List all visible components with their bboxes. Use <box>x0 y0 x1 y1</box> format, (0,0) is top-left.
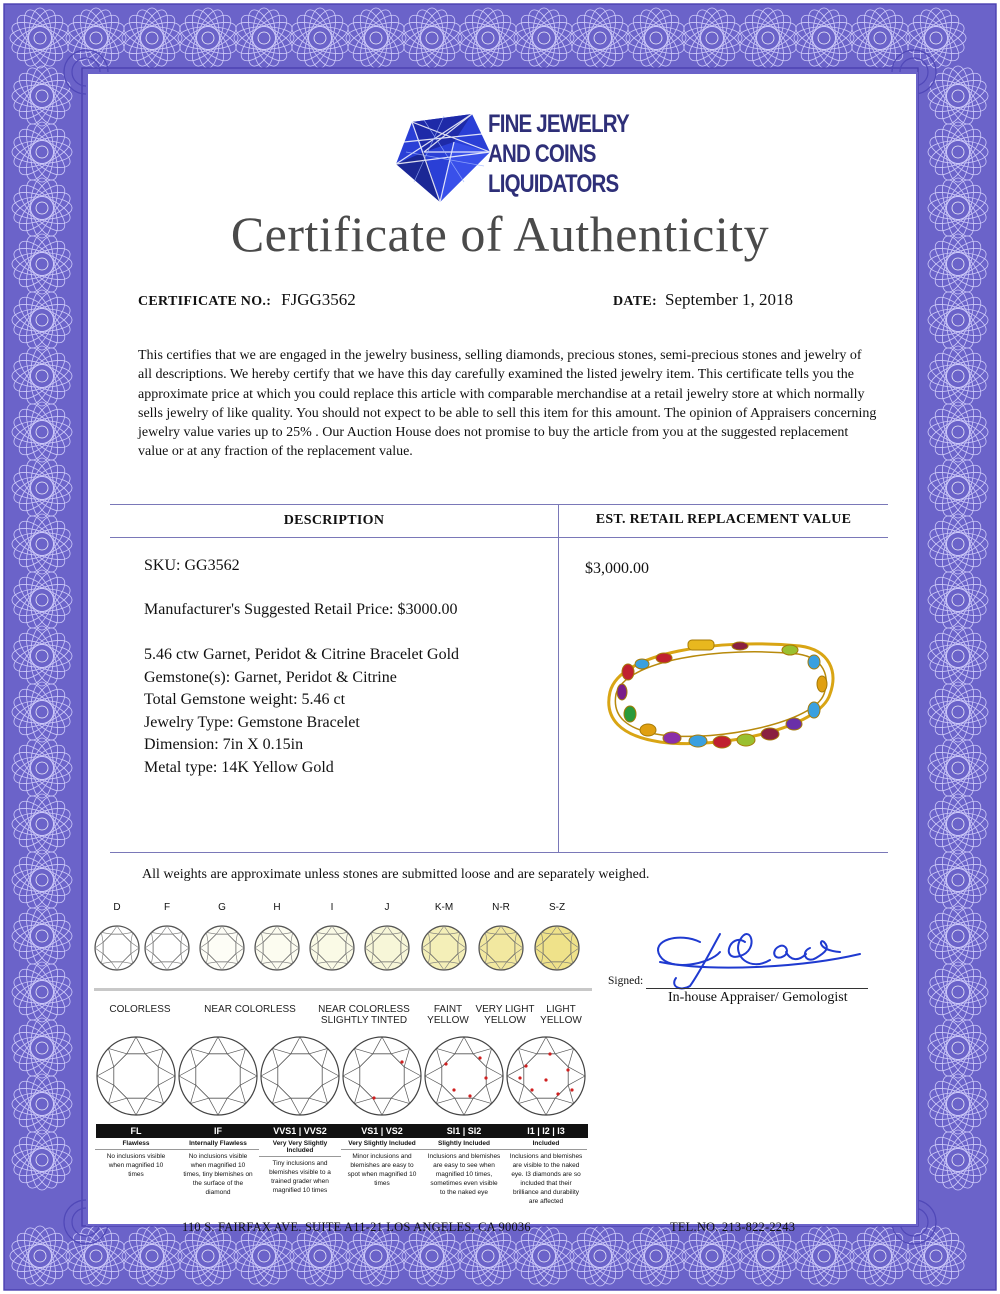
clarity-grade-diamond <box>97 1037 175 1115</box>
clarity-grade-name: Very Slightly Included <box>341 1138 423 1150</box>
clarity-grade-name: Included <box>505 1138 587 1150</box>
detail-line: Dimension: 7in X 0.15in <box>144 736 304 753</box>
detail-line: 5.46 ctw Garnet, Peridot & Citrine Bracelet Gold <box>144 646 460 663</box>
color-grade-diamond <box>95 926 139 970</box>
signed-label: Signed: <box>608 975 644 987</box>
detail-line: Metal type: 14K Yellow Gold <box>144 758 334 776</box>
clarity-grade-description: times, tiny blemishes on <box>183 1171 253 1178</box>
color-grade-diamonds <box>90 910 590 990</box>
clarity-grade-description: when magnified 10 <box>190 1162 246 1169</box>
clarity-grade-description: are affected <box>528 1198 564 1205</box>
clarity-grade-diamond <box>425 1037 503 1115</box>
table-header-rule <box>110 537 888 538</box>
clarity-grade-name: Internally Flawless <box>177 1138 259 1150</box>
color-grade-letter: J <box>384 902 390 913</box>
replacement-value: $3,000.00 <box>585 560 649 577</box>
date-label: DATE: <box>613 294 658 309</box>
clarity-grade-description: eye. I3 diamonds are so <box>511 1171 581 1178</box>
table-bottom-rule <box>110 852 888 853</box>
detail-line: Total Gemstone weight: 5.46 ct <box>144 691 346 708</box>
clarity-grade-description: No inclusions visible <box>188 1153 248 1160</box>
color-group-near-colorless: NEAR COLORLESS <box>204 1004 296 1015</box>
clarity-grade-diamond <box>261 1037 339 1115</box>
clarity-grade-description: Minor inclusions and <box>352 1153 412 1160</box>
clarity-grade-code: VS1 | VS2 <box>361 1126 403 1136</box>
clarity-grade-diamonds <box>94 1030 594 1120</box>
clarity-grade-column <box>259 1124 341 1195</box>
clarity-grade-description: the surface of the <box>192 1180 244 1187</box>
color-grade-letter: K-M <box>434 902 454 913</box>
clarity-grade-description: Inclusions and blemishes <box>509 1153 583 1160</box>
color-group-very-light-yellow: VERY LIGHT YELLOW <box>475 1004 535 1026</box>
bracelet-photo <box>600 632 840 762</box>
color-grade-diamond <box>145 926 189 970</box>
color-group-faint-yellow: FAINT YELLOW <box>427 1004 469 1026</box>
description-header: DESCRIPTION <box>283 513 385 528</box>
clarity-grade-code: FL <box>130 1126 142 1136</box>
item-details <box>144 644 459 779</box>
clarity-grade-name: Flawless <box>95 1138 177 1150</box>
clarity-grade-description: Tiny inclusions and <box>272 1160 328 1167</box>
faceted-gem-logo-icon <box>394 112 494 204</box>
certificate-number-label: CERTIFICATE NO.: <box>138 294 272 309</box>
statement-paragraph: This certifies that we are engaged in the jewelry business, selling diamonds, precious stones, semi-precious stones and jewelry of all descriptions. We hereby certify that we have this day carefully examined the listed jewelry item. This certificate tells you the approximate price at which you could replace this article with comparable merchandise at a retail jewelry store at which normally sells jewelry of like quality. You should not expect to be able to sell this item for this amount. The opinion of Appraisers concerning jewelry value varies up to 25% . Our Auction House does not promise to buy the article from you at the suggested replacement value or at any fraction of the replacement value. <box>138 348 877 460</box>
color-grade-letter: I <box>330 902 334 913</box>
weights-note: All weights are approximate unless stones are submitted loose and are separately weighed. <box>142 867 650 882</box>
clarity-grade-diamond <box>343 1037 421 1115</box>
certificate-number: FJGG3562 <box>281 290 356 309</box>
color-grade-diamond <box>200 926 244 970</box>
signature-line <box>646 988 868 989</box>
clarity-grade-code: I1 | I2 | I3 <box>527 1126 565 1136</box>
clarity-grade-description: times <box>128 1171 144 1178</box>
color-grade-letter: D <box>113 902 121 913</box>
color-grade-diamond <box>310 926 354 970</box>
logo-wordmark <box>488 112 629 197</box>
clarity-grade-description: are easy to see when <box>433 1162 495 1169</box>
clarity-grade-description: spot when magnified 10 <box>347 1171 417 1178</box>
certificate-date-row <box>613 290 793 310</box>
clarity-grade-description: blemishes visible to a <box>269 1169 331 1176</box>
clarity-grade-name: Very Very Slightly Included <box>259 1138 341 1157</box>
clarity-grade-description: magnified 10 times <box>272 1187 328 1194</box>
page-title: Certificate of Authenticity <box>230 206 770 262</box>
clarity-grade-diamond <box>179 1037 257 1115</box>
clarity-grade-description: included that their <box>520 1180 572 1187</box>
color-grade-diamond <box>479 926 523 970</box>
sku: SKU: GG3562 <box>144 557 240 574</box>
color-grade-letter: N-R <box>492 902 510 913</box>
color-grade-diamond <box>255 926 299 970</box>
certificate-date: September 1, 2018 <box>665 290 793 309</box>
clarity-grade-column <box>177 1124 259 1197</box>
clarity-grade-code: VVS1 | VVS2 <box>273 1126 327 1136</box>
detail-line: Jewelry Type: Gemstone Bracelet <box>144 713 360 731</box>
color-grade-letter: F <box>163 902 171 913</box>
logo-line-2: AND COINS <box>488 140 596 168</box>
color-group-colorless: COLORLESS <box>109 1004 171 1015</box>
clarity-grade-description: blemishes are easy to <box>350 1162 414 1169</box>
clarity-grade-column <box>423 1124 505 1197</box>
handwritten-signature <box>640 912 880 992</box>
clarity-grade-description: to the naked eye <box>439 1189 489 1196</box>
color-scale-bar <box>94 988 592 991</box>
clarity-grade-column <box>505 1124 587 1206</box>
clarity-grade-description: sometimes even visible <box>430 1180 498 1187</box>
table-column-divider <box>558 504 559 852</box>
color-grade-diamond <box>422 926 466 970</box>
logo-line-1: FINE JEWELRY <box>488 110 629 138</box>
clarity-grade-description: diamond <box>205 1189 231 1196</box>
color-grade-letter: G <box>218 902 226 913</box>
clarity-grade-code: SI1 | SI2 <box>446 1126 482 1136</box>
msrp: Manufacturer's Suggested Retail Price: $3000.00 <box>144 601 458 618</box>
clarity-grade-description: magnified 10 times, <box>435 1171 493 1178</box>
clarity-grade-diamond <box>507 1037 585 1115</box>
detail-line: Gemstone(s): Garnet, Peridot & Citrine <box>144 668 397 686</box>
color-group-slightly-tinted: NEAR COLORLESS SLIGHTLY TINTED <box>318 1004 410 1026</box>
color-grade-diamond <box>535 926 579 970</box>
clarity-grade-description: times <box>374 1180 390 1187</box>
footer-address: 110 S. FAIRFAX AVE. SUITE A11-21 LOS ANGELES, CA 90036 <box>182 1220 531 1234</box>
clarity-grade-description: brilliance and durability <box>512 1189 580 1196</box>
clarity-grade-description: Inclusions and blemishes <box>427 1153 501 1160</box>
footer-telephone: TEL.NO. 213-822-2243 <box>670 1220 796 1234</box>
clarity-grade-column <box>341 1124 423 1188</box>
value-header: EST. RETAIL REPLACEMENT VALUE <box>595 512 852 527</box>
clarity-grade-code: IF <box>214 1126 222 1136</box>
clarity-grade-description: trained grader when <box>271 1178 329 1185</box>
clarity-grade-name: Slightly Included <box>423 1138 505 1150</box>
logo-line-3: LIQUIDATORS <box>488 170 619 198</box>
clarity-grade-description: are visible to the naked <box>512 1162 580 1169</box>
certificate-number-row <box>138 290 356 310</box>
color-grade-letter: H <box>273 902 281 913</box>
table-top-rule <box>110 504 888 505</box>
clarity-grade-column <box>95 1124 177 1179</box>
clarity-grade-description: when magnified 10 <box>108 1162 164 1169</box>
color-group-light-yellow: LIGHT YELLOW <box>540 1004 582 1026</box>
appraiser-role: In-house Appraiser/ Gemologist <box>668 990 848 1005</box>
color-grade-diamond <box>365 926 409 970</box>
color-grade-letter: S-Z <box>548 902 566 913</box>
clarity-grade-description: No inclusions visible <box>106 1153 166 1160</box>
